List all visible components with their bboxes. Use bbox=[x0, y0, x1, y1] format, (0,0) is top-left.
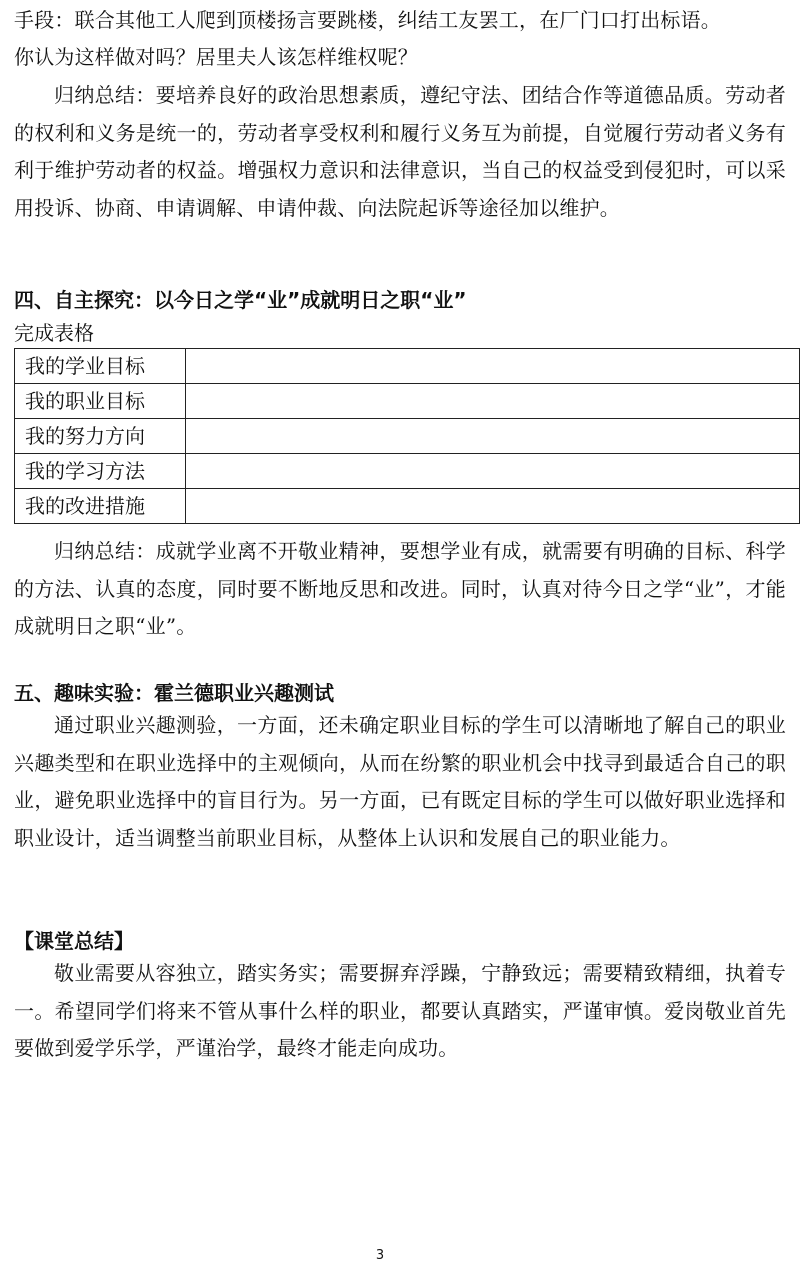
table-row bbox=[15, 419, 800, 454]
goals-table bbox=[14, 348, 800, 524]
row-value-cell[interactable] bbox=[186, 489, 800, 524]
table-row bbox=[15, 349, 800, 384]
conclusion-body: 敬业需要从容独立，踏实务实；需要摒弃浮躁，宁静致远；需要精致精细，执着专一。希望同学们将来不管从事什么样的职业，都要认真踏实，严谨审慎。爱岗敬业首先要做到爱学乐学，严谨治学，最终才能走向成功。 bbox=[14, 961, 786, 1060]
row-label: 我的学业目标 bbox=[15, 349, 186, 384]
intro-line-2: 你认为这样做对吗？居里夫人该怎样维权呢？ bbox=[14, 45, 418, 69]
section-5-body: 通过职业兴趣测验，一方面，还未确定职业目标的学生可以清晰地了解自己的职业兴趣类型和在职业选择中的主观倾向，从而在纷繁的职业机会中找寻到最适合自己的职业，避免职业选择中的盲目行为。另一方面，已有既定目标的学生可以做好职业选择和职业设计，适当调整当前职业目标，从整体上认识和发展自己的职业能力。 bbox=[14, 713, 786, 850]
table-row bbox=[15, 384, 800, 419]
intro-line-1: 手段：联合其他工人爬到顶楼扬言要跳楼，纠结工友罢工，在厂门口打出标语。 bbox=[14, 8, 721, 32]
row-label: 我的努力方向 bbox=[15, 419, 186, 454]
row-label: 我的改进措施 bbox=[15, 489, 186, 524]
row-value-cell[interactable] bbox=[186, 349, 800, 384]
row-value-cell[interactable] bbox=[186, 384, 800, 419]
row-value-cell[interactable] bbox=[186, 454, 800, 489]
row-label: 我的学习方法 bbox=[15, 454, 186, 489]
summary-paragraph-1: 归纳总结：要培养良好的政治思想素质，遵纪守法、团结合作等道德品质。劳动者的权利和义务是统一的，劳动者享受权利和履行义务互为前提，自觉履行劳动者义务有利于维护劳动者的权益。增强权力意识和法律意识，当自己的权益受到侵犯时，可以采用投诉、协商、申请调解、申请仲裁、向法院起诉等途径加以维护。 bbox=[14, 83, 786, 220]
row-value-cell[interactable] bbox=[186, 419, 800, 454]
page-number: 3 bbox=[375, 1248, 385, 1263]
table-caption: 完成表格 bbox=[14, 321, 94, 345]
section-5-title: 五、趣味实验：霍兰德职业兴趣测试 bbox=[14, 681, 334, 705]
row-label: 我的职业目标 bbox=[15, 384, 186, 419]
conclusion-title: 【课堂总结】 bbox=[14, 929, 134, 953]
summary-paragraph-2: 归纳总结：成就学业离不开敬业精神，要想学业有成，就需要有明确的目标、科学的方法、认真的态度，同时要不断地反思和改进。同时，认真对待今日之学“业”，才能成就明日之职“业”。 bbox=[14, 539, 786, 638]
section-4-title: 四、自主探究：以今日之学“业”成就明日之职“业” bbox=[14, 288, 467, 312]
table-row bbox=[15, 489, 800, 524]
table-row bbox=[15, 454, 800, 489]
